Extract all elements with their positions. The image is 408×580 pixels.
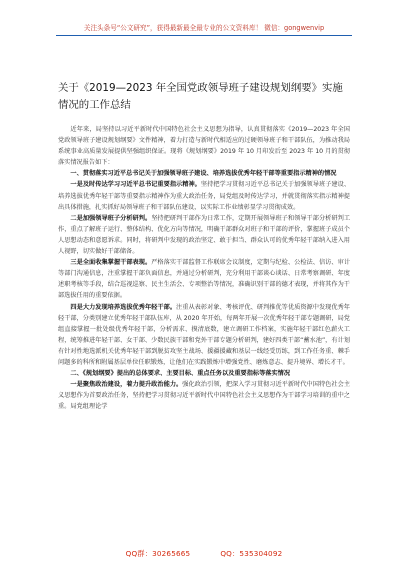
- body-paragraph: [58, 368, 350, 379]
- header-banner[interactable]: 关注头条号“公文研究”，获得最新最全最专业的公文资料库！ 微信：gongwenvip: [83, 24, 325, 32]
- paragraph-text: 注重从表彰对象、考核评优、研判推优等优质资源中发现优秀年轻干部，分类别建立优秀年轻干部队伍库，从 2020 年开始，每两年开展一次优秀年轻干部专题调研，局党组直接掌握一批处级优秀年轻干部，分析需求、摸清底数，建立调研工作档案，实施年轻干部红色薪火工程，统筹推进年轻干部、女干部、少数民族干部和党外干部专题分析研判，建好四类干部“蓄水池”，有计划有针对性地选派机关优秀年轻干部到脱贫攻坚主战场、援疆援藏和基层一线经受历练，到工作任务重、棘手问题多的科所和附属基层单位任职锻炼，让他们在实践锻炼中增强党性、磨炼意志、提升境界、增长才干。: [58, 303, 350, 366]
- paragraph-heading: 一是及时传达学习习近平总书记重要指示精神。: [70, 181, 201, 189]
- footer-contact: [0, 549, 408, 559]
- paragraph-heading: 二、《规划纲要》提出的总体要求、主要目标、重点任务以及重要指标等落实情况: [70, 370, 291, 378]
- paragraph-text: 近年来，局坚持以习近平新时代中国特色社会主义思想为指导，认真贯彻落实《2019—2023 年全国党政领导班子建设规划纲要》文件精神，着力打造与新时代相适应的过硬领导班子和干部队伍，为推动我局系统事业高质量发展提供坚强组织保证。现将《规划纲要》2019 年 10 月印发后至 2023 年 10 月的贯彻落实情况报告如下：: [58, 126, 350, 167]
- header-rule: [56, 35, 352, 36]
- paragraph-heading: 三是全面收集掌握干部表现。: [70, 259, 152, 267]
- footer-qq-group[interactable]: QQ群：30265665: [125, 549, 191, 558]
- body-paragraph: [58, 124, 350, 168]
- document-title: 关于《2019—2023 年全国党政领导班子建设规划纲要》实施情况的工作总结: [58, 82, 343, 111]
- body-paragraph: [58, 179, 350, 212]
- paragraph-heading: 一是聚焦政治建设，着力提升政治能力。: [70, 381, 183, 389]
- body-paragraph: [58, 379, 350, 412]
- footer-qq[interactable]: QQ：535304092: [220, 549, 283, 558]
- body-paragraph: [58, 257, 350, 301]
- paragraph-text: 坚持把学习贯彻习近平总书记关于加强领导班子建设、培养选拔优秀年轻干部等重要指示精神作为重大政治任务，局党组及时传达学习，并就贯彻落实指示精神提出具体措施，扎实抓好局领导班子和干部队伍建设，以实际工作业绩彰显学习贯彻成效。: [58, 181, 351, 211]
- body-paragraph: [58, 302, 350, 369]
- document-body: [58, 124, 350, 412]
- paragraph-text: 严格落实干部监督工作联席会议制度，定期与纪检、公检法、信访、审计等部门沟通信息，注重掌握干部负面信息，并通过分析研判，充分利用干部谈心谈话、日常考察调研、年度述职考核等手段，结合巡视巡察、民主生活会、专项整治等情况，准确识别干部的德才表现，并将其作为干部选拔任用的重要依据。: [58, 259, 351, 300]
- paragraph-text: 坚持把研判干部作为日常工作，定期开展领导班子和领导干部分析研判工作，重点了解班子运行、整体结构、优化方向等情况，明确干部群众对班子和干部的评价，掌握班子成员个人思想动态和意愿诉求。同时，将研判中发现的政治坚定、敢于担当、群众认可的优秀年轻干部纳入进入用人视野，切实做好干部储备。: [58, 214, 351, 256]
- body-paragraph: [58, 213, 350, 257]
- paragraph-heading: 一、贯彻落实习近平总书记关于加强领导班子建设、培养选拔优秀年轻干部等重要指示精神的情况: [70, 170, 337, 178]
- body-paragraph: [58, 168, 350, 179]
- paragraph-heading: 二是加强领导班子分析研判。: [70, 214, 152, 222]
- paragraph-heading: 四是大力发现培养选拔优秀年轻干部。: [70, 303, 177, 311]
- paragraph-text: 强化政治引领，把深入学习贯彻习近平新时代中国特色社会主义思想作为首要政治任务，坚持把学习贯彻习近平新时代中国特色社会主义思想作为干部学习培训的重中之重。局党组理论学: [58, 381, 351, 411]
